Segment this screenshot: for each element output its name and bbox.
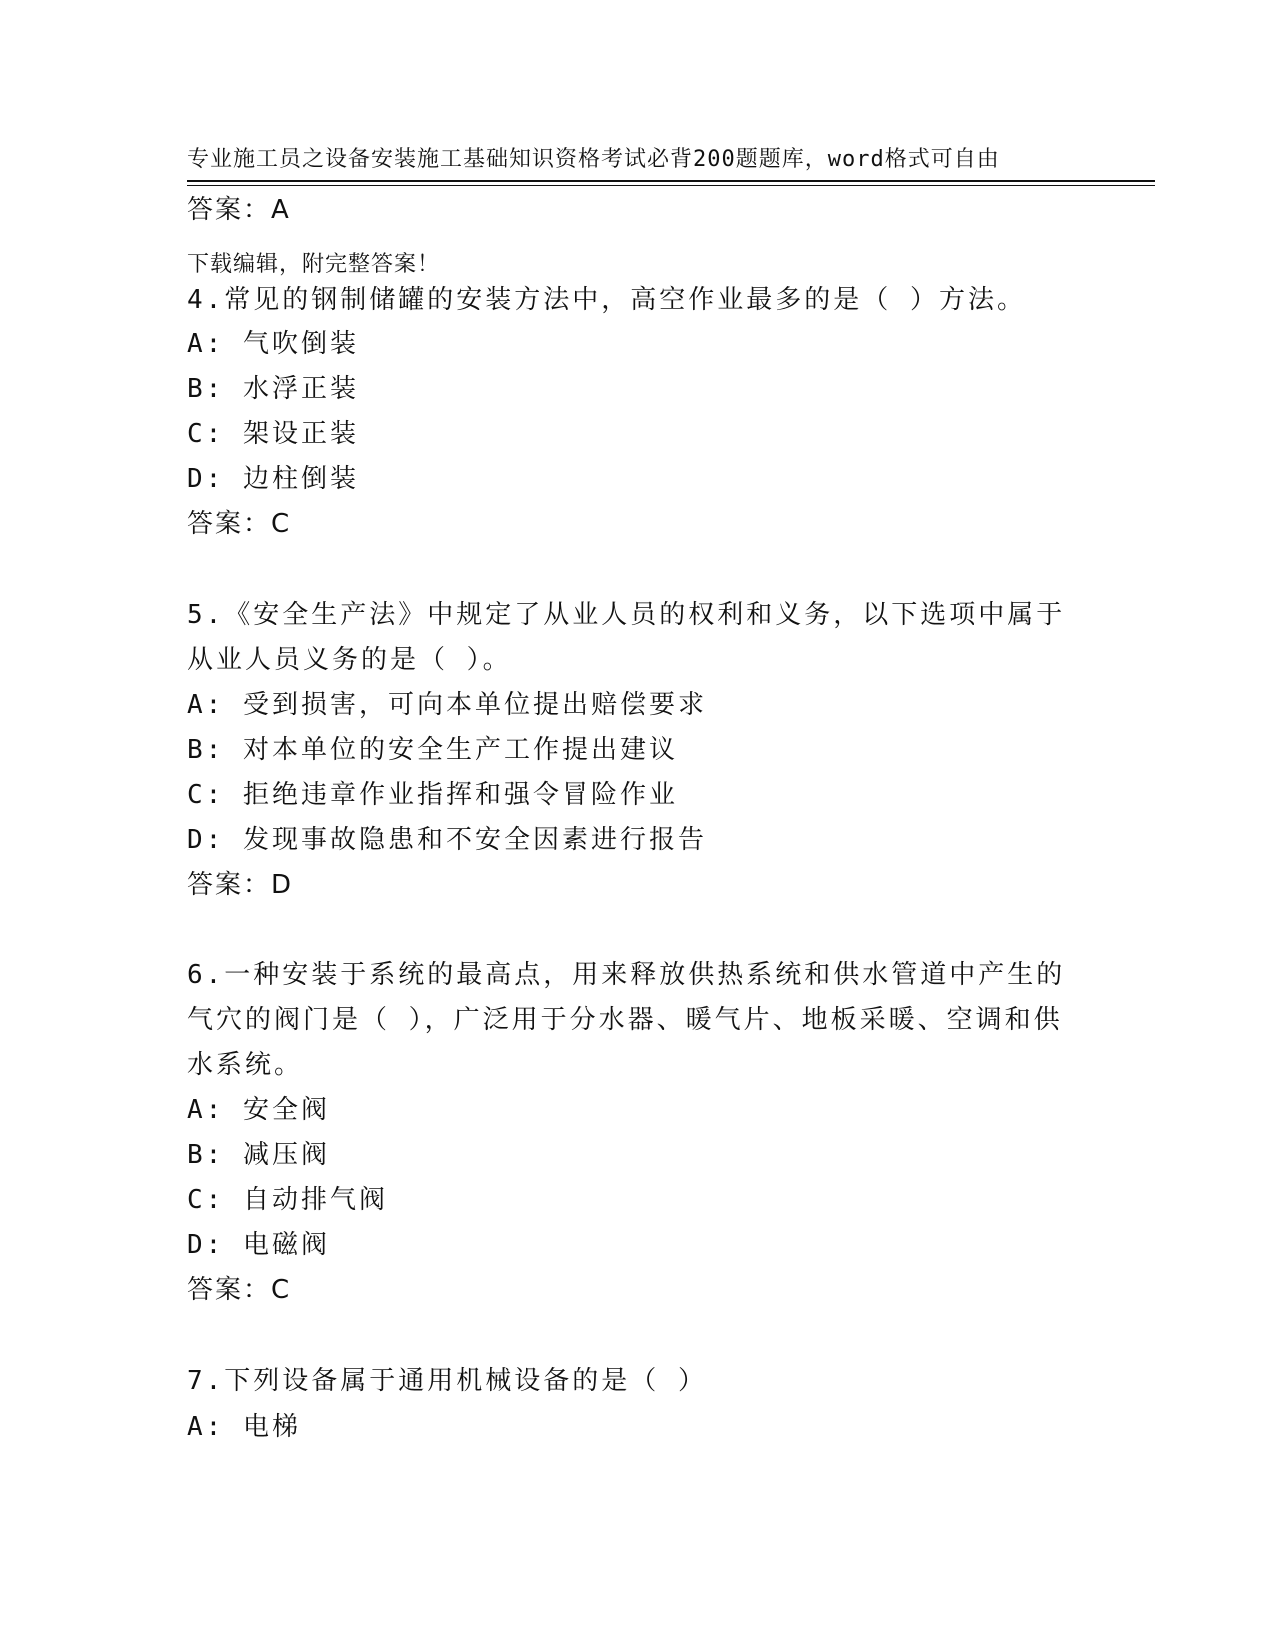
question-6-stem-line-1: 6.一种安装于系统的最高点，用来释放供热系统和供水管道中产生的 — [187, 960, 1066, 990]
header-divider-thick — [187, 180, 1155, 182]
question-4-option-c: C: 架设正装 — [187, 419, 359, 449]
document-header — [187, 72, 1087, 317]
question-6-stem-line-3: 水系统。 — [187, 1050, 304, 1080]
header-line-2: 下载编辑，附完整答案！ — [187, 252, 441, 277]
answer-q6: 答案：C — [187, 1275, 292, 1305]
question-5-option-d: D: 发现事故隐患和不安全因素进行报告 — [187, 825, 707, 855]
question-5-option-c: C: 拒绝违章作业指挥和强令冒险作业 — [187, 780, 678, 810]
question-6-option-b: B: 减压阀 — [187, 1140, 330, 1170]
question-5-stem-line-1: 5.《安全生产法》中规定了从业人员的权利和义务，以下选项中属于 — [187, 600, 1066, 630]
question-4-option-a: A: 气吹倒装 — [187, 329, 359, 359]
header-line-1: 专业施工员之设备安装施工基础知识资格考试必背200题题库，word格式可自由 — [187, 147, 1000, 172]
question-4-stem: 4.常见的钢制储罐的安装方法中，高空作业最多的是（ ）方法。 — [187, 285, 1026, 315]
question-5-stem-line-2: 从业人员义务的是（ ）。 — [187, 645, 512, 675]
question-7-option-a: A: 电梯 — [187, 1412, 301, 1442]
answer-q5: 答案：D — [187, 870, 294, 900]
question-5-option-a: A: 受到损害，可向本单位提出赔偿要求 — [187, 690, 707, 720]
question-6-stem-line-2: 气穴的阀门是（ ），广泛用于分水器、暖气片、地板采暖、空调和供 — [187, 1005, 1063, 1035]
question-4-option-b: B: 水浮正装 — [187, 374, 359, 404]
question-5-option-b: B: 对本单位的安全生产工作提出建议 — [187, 735, 678, 765]
question-6-option-c: C: 自动排气阀 — [187, 1185, 388, 1215]
question-7-stem: 7.下列设备属于通用机械设备的是（ ） — [187, 1366, 707, 1396]
question-6-option-a: A: 安全阀 — [187, 1095, 330, 1125]
answer-q4: 答案：C — [187, 509, 292, 539]
answer-q3: 答案：A — [187, 195, 291, 225]
question-4-option-d: D: 边柱倒装 — [187, 464, 359, 494]
question-6-option-d: D: 电磁阀 — [187, 1230, 330, 1260]
header-divider-thin — [187, 185, 1155, 186]
